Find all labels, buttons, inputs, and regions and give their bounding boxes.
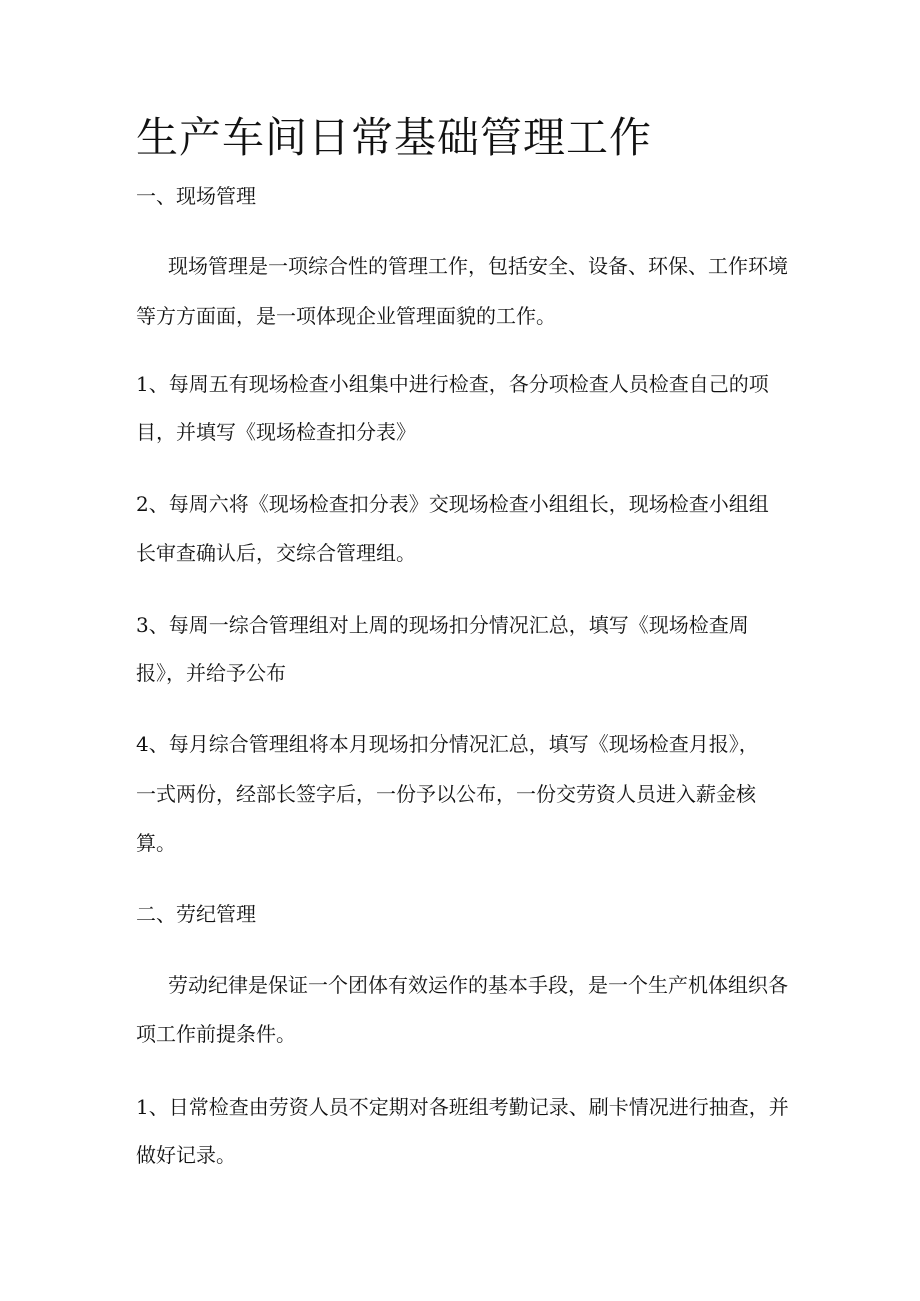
list-item-2-line-2: 长审查确认后，交综合管理组。 bbox=[136, 541, 416, 565]
list-item-1-line-1: 1、每周五有现场检查小组集中进行检查，各分项检查人员检查自己的项 bbox=[136, 372, 769, 396]
list-item-2-line-1: 2、每周六将《现场检查扣分表》交现场检查小组组长，现场检查小组组 bbox=[136, 492, 769, 516]
paragraph-site-intro-line-1: 现场管理是一项综合性的管理工作，包括安全、设备、环保、工作环境 bbox=[168, 254, 788, 278]
paragraph-labor-intro-line-1: 劳动纪律是保证一个团体有效运作的基本手段，是一个生产机体组织各 bbox=[168, 973, 788, 997]
list-item-1-line-2: 目，并填写《现场检查扣分表》 bbox=[136, 420, 416, 444]
list-item-3-line-1: 3、每周一综合管理组对上周的现场扣分情况汇总，填写《现场检查周 bbox=[136, 613, 749, 637]
list-item-4-line-3: 算。 bbox=[136, 831, 176, 855]
list-item-4-line-2: 一式两份，经部长签字后，一份予以公布，一份交劳资人员进入薪金核 bbox=[136, 782, 756, 806]
list-item-3-line-2: 报》，并给予公布 bbox=[136, 661, 286, 685]
paragraph-labor-intro-line-2: 项工作前提条件。 bbox=[136, 1022, 296, 1046]
labor-list-item-1-line-2: 做好记录。 bbox=[136, 1143, 236, 1167]
labor-list-item-1-line-1: 1、日常检查由劳资人员不定期对各班组考勤记录、刷卡情况进行抽查，并 bbox=[136, 1095, 789, 1119]
list-item-4-line-1: 4、每月综合管理组将本月现场扣分情况汇总，填写《现场检查月报》， bbox=[136, 732, 759, 756]
section-heading-labor-discipline: 二、劳纪管理 bbox=[136, 902, 256, 926]
paragraph-site-intro-line-2: 等方方面面，是一项体现企业管理面貌的工作。 bbox=[136, 304, 556, 328]
document-title: 生产车间日常基础管理工作 bbox=[136, 113, 653, 162]
section-heading-site-management: 一、现场管理 bbox=[136, 184, 256, 208]
